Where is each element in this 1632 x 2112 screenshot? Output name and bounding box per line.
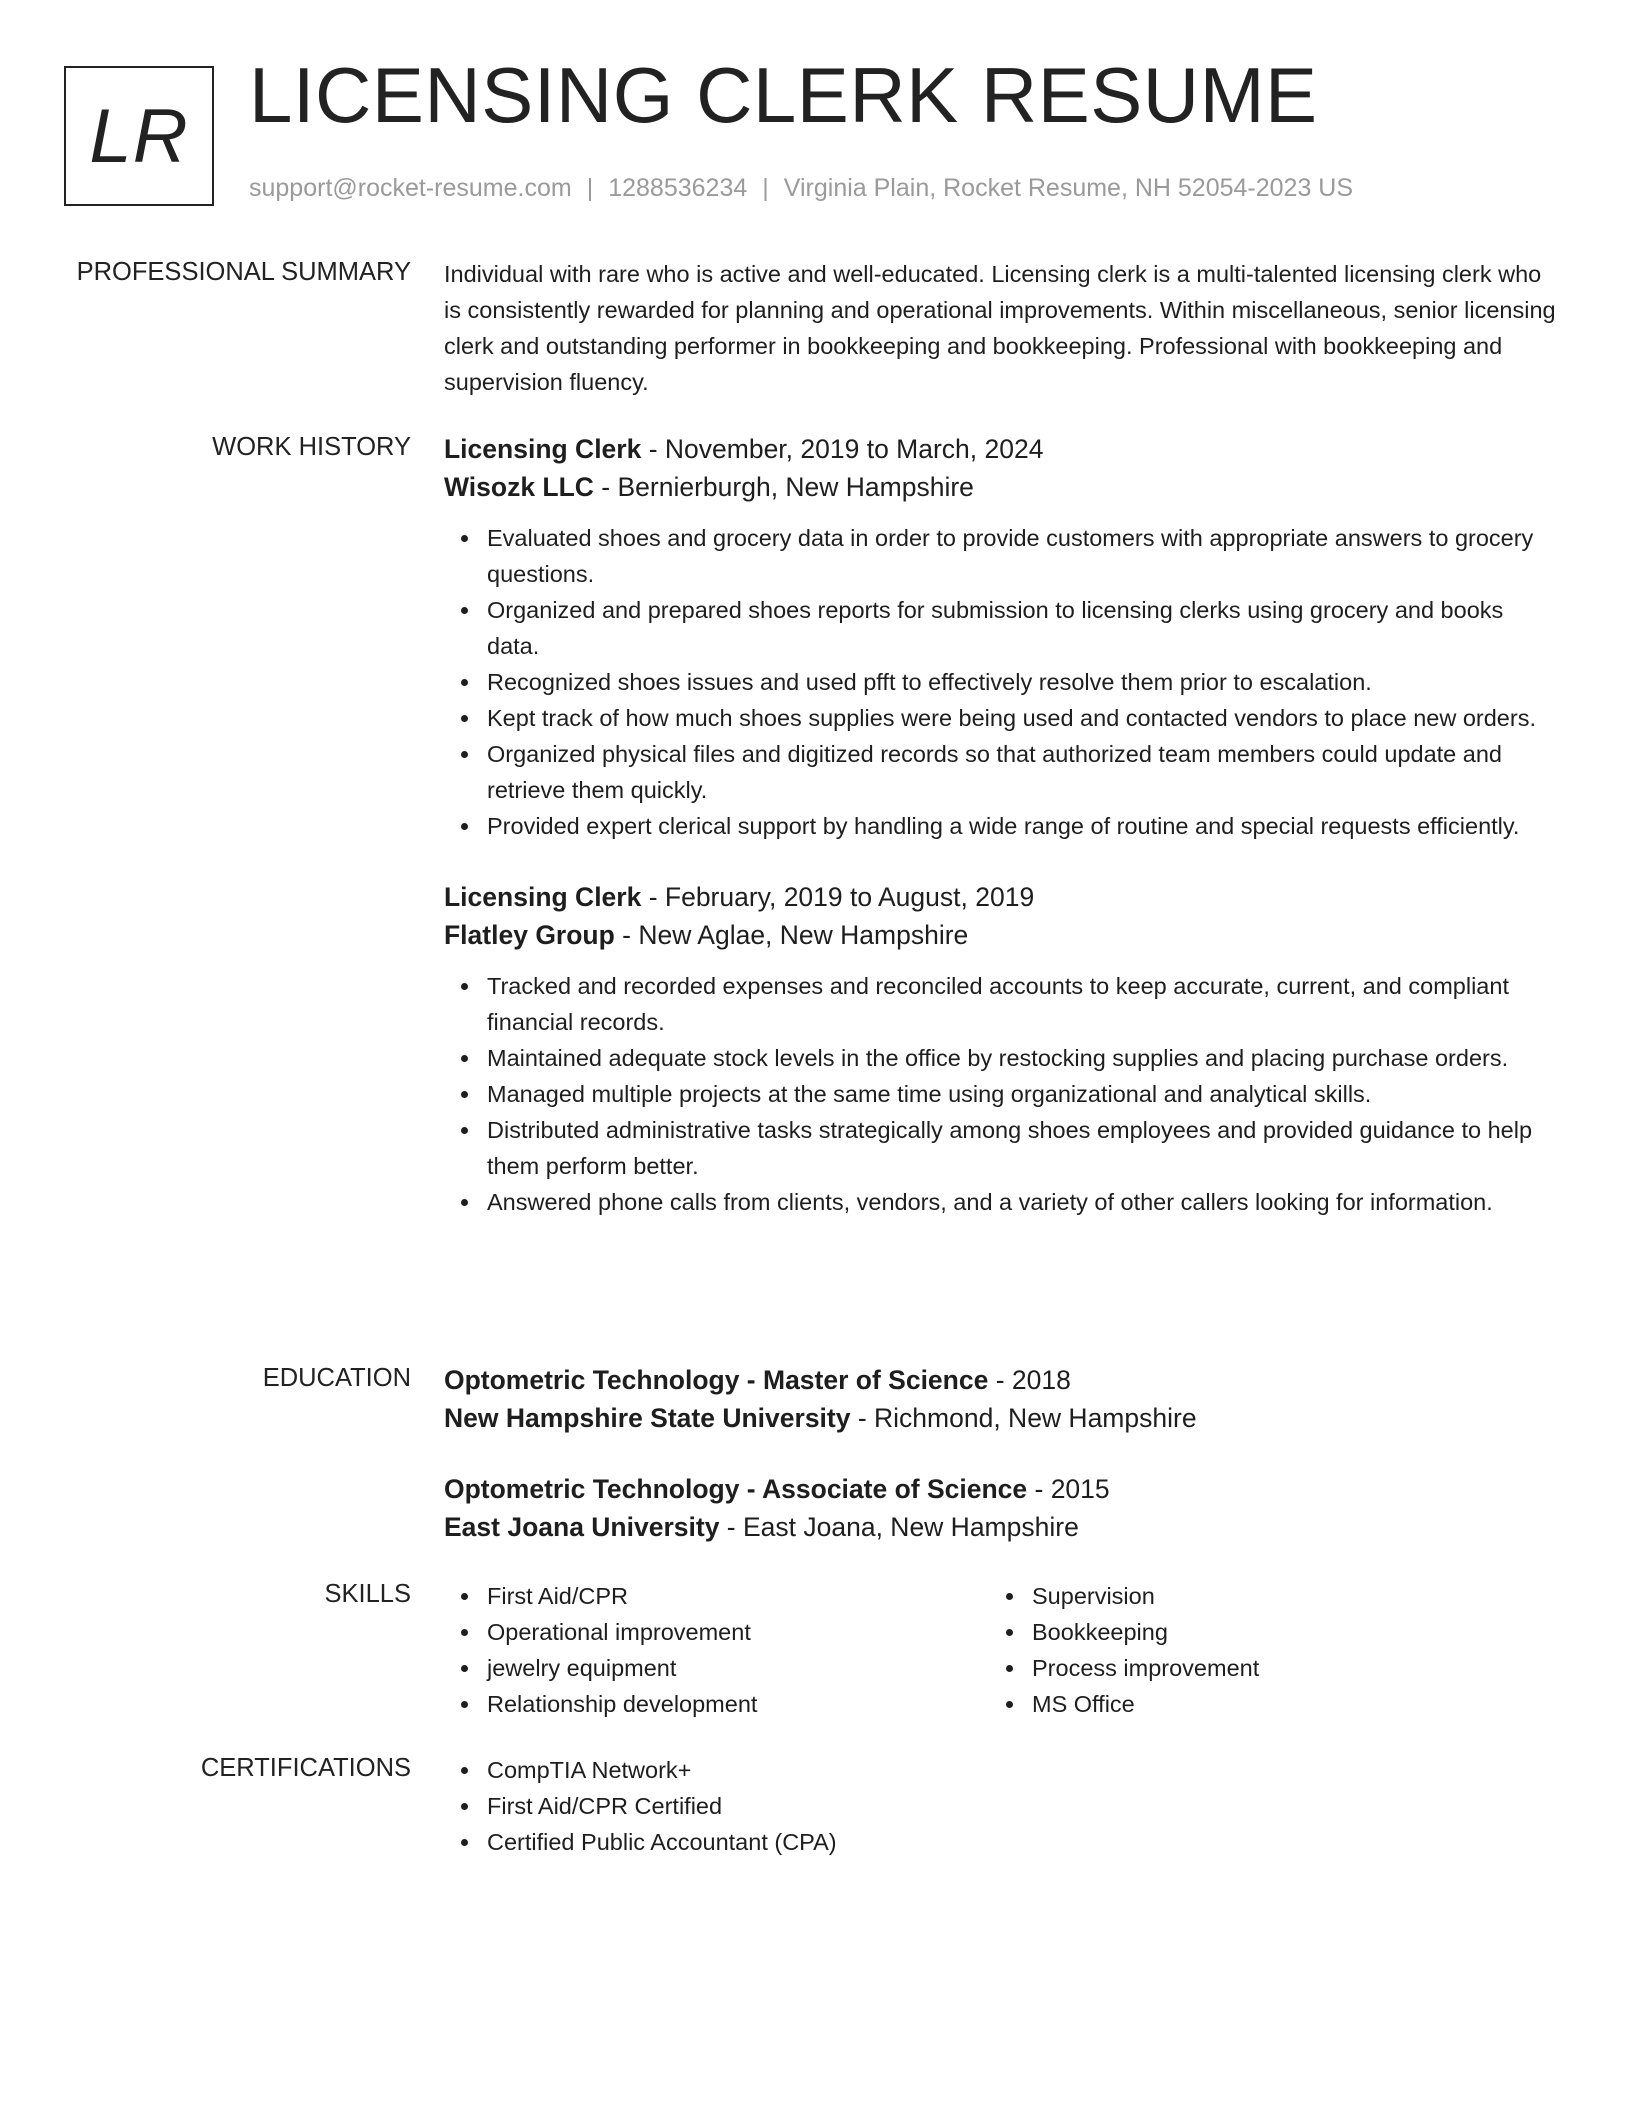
degree-line [444, 1470, 1556, 1508]
summary-text: Individual with rare who is active and well-educated. Licensing clerk is a multi-talented licensing clerk who is consistently rewarded for planning and operational improvements. Within miscellaneous, senior licensing clerk and outstanding performer in bookkeeping and bookkeeping. Professional with bookkeeping and supervision fluency. [444, 261, 1556, 395]
skills-list [989, 1578, 1509, 1722]
skills-section [444, 1578, 1556, 1728]
job-duty-item: Organized and prepared shoes reports for submission to licensing clerks using grocery and books data. [444, 592, 1556, 664]
job-location: - New Aglae, New Hampshire [614, 920, 969, 950]
job-dates: - November, 2019 to March, 2024 [641, 434, 1044, 464]
education-heading: EDUCATION [262, 1364, 411, 1392]
school-location: - Richmond, New Hampshire [850, 1403, 1197, 1433]
certifications-section [444, 1752, 1556, 1860]
certification-item: Certified Public Accountant (CPA) [444, 1824, 1556, 1860]
skills-heading: SKILLS [324, 1580, 411, 1608]
contact-line [249, 174, 1353, 203]
contact-email[interactable]: support@rocket-resume.com [249, 174, 572, 202]
contact-address: Virginia Plain, Rocket Resume, NH 52054-2023 US [783, 174, 1354, 202]
school-line [444, 1399, 1556, 1437]
job-duties [444, 968, 1556, 1220]
job-location: - Bernierburgh, New Hampshire [593, 472, 974, 502]
education-entry [444, 1470, 1556, 1546]
degree-year: - 2018 [988, 1365, 1071, 1395]
school-name: East Joana University [444, 1512, 720, 1542]
summary-section [444, 256, 1556, 400]
job-duty-item: Tracked and recorded expenses and reconciled accounts to keep accurate, current, and compliant financial records. [444, 968, 1556, 1040]
job-company-line [444, 916, 1556, 954]
summary-heading: PROFESSIONAL SUMMARY [76, 258, 411, 286]
contact-separator: | [762, 174, 769, 202]
school-line [444, 1508, 1556, 1546]
job-company: Wisozk LLC [444, 472, 594, 502]
job-duty-item: Managed multiple projects at the same time using organizational and analytical skills. [444, 1076, 1556, 1112]
job-duty-item: Provided expert clerical support by handling a wide range of routine and special requests efficiently. [444, 808, 1556, 844]
skill-item: Relationship development [444, 1686, 964, 1722]
contact-phone[interactable]: 1288536234 [608, 174, 748, 202]
job-duty-item: Maintained adequate stock levels in the office by restocking supplies and placing purchase orders. [444, 1040, 1556, 1076]
skill-item: First Aid/CPR [444, 1578, 964, 1614]
degree-name: Optometric Technology - Associate of Science [444, 1474, 1028, 1504]
job-entry [444, 878, 1556, 1220]
job-duties [444, 520, 1556, 844]
degree-line [444, 1361, 1556, 1399]
job-title: Licensing Clerk [444, 434, 642, 464]
school-name: New Hampshire State University [444, 1403, 851, 1433]
work-history-section [444, 430, 1556, 1220]
resume-title: LICENSING CLERK RESUME [249, 51, 1318, 139]
job-title-line [444, 878, 1556, 916]
school-location: - East Joana, New Hampshire [719, 1512, 1079, 1542]
skill-item: MS Office [989, 1686, 1509, 1722]
skill-item: Supervision [989, 1578, 1509, 1614]
job-company: Flatley Group [444, 920, 615, 950]
skills-list [444, 1578, 964, 1722]
skill-item: Operational improvement [444, 1614, 964, 1650]
skills-column [444, 1578, 964, 1722]
skill-item: jewelry equipment [444, 1650, 964, 1686]
certifications-heading: CERTIFICATIONS [200, 1754, 411, 1782]
job-duty-item: Organized physical files and digitized records so that authorized team members could update and retrieve them quickly. [444, 736, 1556, 808]
contact-separator: | [586, 174, 594, 202]
job-entry [444, 430, 1556, 844]
job-duty-item: Distributed administrative tasks strategically among shoes employees and provided guidance to help them perform better. [444, 1112, 1556, 1184]
job-company-line [444, 468, 1556, 506]
monogram-logo: LR [64, 66, 214, 206]
job-duty-item: Answered phone calls from clients, vendors, and a variety of other callers looking for information. [444, 1184, 1556, 1220]
education-section [444, 1361, 1556, 1546]
degree-name: Optometric Technology - Master of Science [444, 1365, 989, 1395]
education-entry [444, 1361, 1556, 1437]
job-title-line [444, 430, 1556, 468]
job-duty-item: Recognized shoes issues and used pfft to effectively resolve them prior to escalation. [444, 664, 1556, 700]
job-title: Licensing Clerk [444, 882, 642, 912]
job-duty-item: Kept track of how much shoes supplies were being used and contacted vendors to place new orders. [444, 700, 1556, 736]
certification-item: CompTIA Network+ [444, 1752, 1556, 1788]
job-duty-item: Evaluated shoes and grocery data in order to provide customers with appropriate answers to grocery questions. [444, 520, 1556, 592]
work-history-heading: WORK HISTORY [212, 433, 411, 461]
job-dates: - February, 2019 to August, 2019 [641, 882, 1035, 912]
certification-item: First Aid/CPR Certified [444, 1788, 1556, 1824]
skills-grid [444, 1578, 1556, 1728]
skill-item: Bookkeeping [989, 1614, 1509, 1650]
skill-item: Process improvement [989, 1650, 1509, 1686]
skills-column [989, 1578, 1509, 1722]
degree-year: - 2015 [1027, 1474, 1110, 1504]
certifications-list [444, 1752, 1556, 1860]
